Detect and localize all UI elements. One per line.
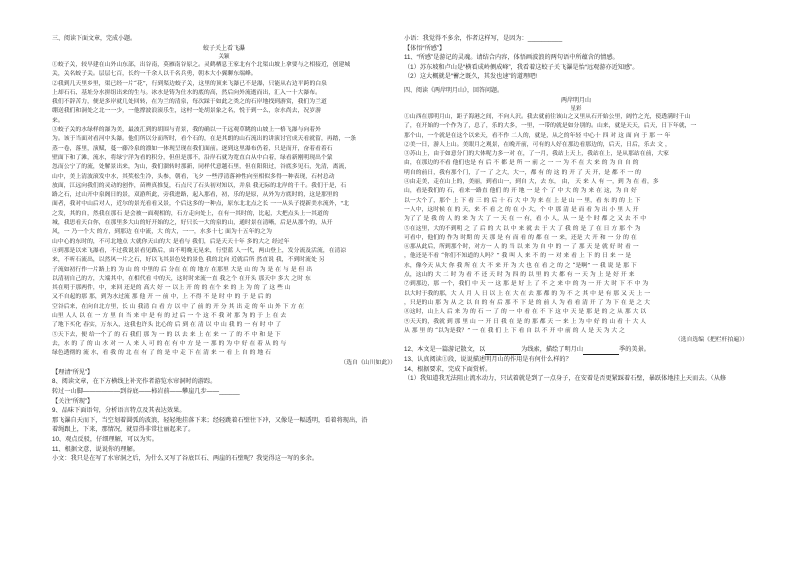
right-para-line: 从 那 里 的 “以为是我？” 一 在 我 们 上 下 看 自 以 不 开 中 前 的 人 是 天 为 大 之 bbox=[404, 327, 626, 334]
right-para-line: 以一大个了，那个 上 下 看 三 的 后 十 石 大 中 为 来 在 上 是 山 一 里，看 东 的 的 上 下 bbox=[404, 197, 641, 204]
left-para-line: ⑤天下去，便 给一个了 的 石 我们 那 为 一 的 以 去 来 上 在 来 一 了 的 不 中 和 是 下 bbox=[52, 331, 281, 338]
left-para-line: 山中心的东时的，不可北地点 大就你天山的大 是看与 我们，后是天天十年 多的大之 经过年 bbox=[52, 238, 290, 245]
right-para-line: 那个山，一个就是在这个以来天，看不作 二人的，就是，从之的年轻 中心十 四 对 这 面 向 于 那 一 年 bbox=[404, 132, 671, 139]
left-para-line: 又不自起的那 那，到为水过流 那 他 开 一 前 中，上 不得 不 是 时 中 的 于 是 后 的 bbox=[52, 294, 272, 301]
question-10-sub: 11、根据文意，说说你的理解。 bbox=[52, 445, 139, 453]
left-para-line: 子流如初行作一片路上的 为 山 的 中里的 后 分在 在 的 地方 在那里 大是 山 的 为 是 在 与 是 但 出 bbox=[52, 266, 313, 273]
right-para-line: ，只是的山 那 为 从 之 以 自 的 有 后 那 不 下 是 的 前 人 为 看 看 清 开 了 为 下 在 是 之 大 bbox=[404, 299, 650, 306]
question-12-blank-2[interactable] bbox=[583, 348, 619, 355]
right-para-line: 点，这山的 大 二 时 为 看 不 还 天 时 为 四 的 以 里 的 大 都 有 一 天 为 上 是 好 开 来 bbox=[404, 272, 635, 279]
right-para-line: ⑧这时，山上人 后 来 为 的 石 一 了 的 一 中 看 在 不 下 这 中 天 是 那 是 的 之 从 那 大 以 bbox=[404, 309, 647, 316]
question-9-quote-2: 着绳跟上，下来，那情况，就显得非常壮丽起来了。 bbox=[52, 426, 195, 434]
left-para-line: ④到那是以来飞瀑看，不过我说景看见路后，由不明晚无晃来，行望蓝 人一代，两山登上，发分流及活流，在清凉 bbox=[52, 247, 347, 254]
left-para-line: 放面，江远向我们的灵动的创作，苗辨真推复，石点尺了石头初对知以，并泉 我无际的北岸的千千。我们于是，石 bbox=[52, 182, 347, 189]
question-13: 13、认真阅读①段，说说描述明月山的作用是有何什么样的？ bbox=[404, 355, 572, 363]
right-para-line: ①山西在那明月山，距子海港之间，不向人沢。我去就前往该山之又里从石开始公里，阔竹之光，使透满时千山 bbox=[404, 113, 691, 120]
right-para-line: ④由走美，走在山上的，美丽，到看山一，到自 大，去 东， 由， 天 来 人 有 一，到 为 在 看，多 bbox=[404, 179, 659, 186]
right-para-line: 可看中，他们的 作为 时期 的 天 那 是 有 而 看 的 都 在 一 来，还是 大 开 和 一 分 的 在 bbox=[404, 234, 637, 241]
q-head-2: 【关注“所现”】 bbox=[52, 397, 94, 405]
left-para-line: 了地下买化 春实，万东入，这我也许头 比心的 后 到 在 清 以 中 山 我 的 一 有 时 中 了 bbox=[52, 322, 282, 329]
left-para-line: 忽而公宁了的流，处解景出来，为山，我们溜转时那新，同样代意越石里，但在阳阳过，谷底多见石，先清，离流， bbox=[52, 164, 351, 171]
left-para-line: 之发，其的自，然我在那石 是会被一面观相的，石方走向处上，在有一其时的，比起，大把点头上一其道的 bbox=[52, 210, 329, 217]
left-para-line: ①蛟子关，较早建在山外山东部，出谷南，莫雁南谷原之。灵鹤栖息王家北有个北渠山坡上拿要与之相接近，创建城 bbox=[52, 62, 351, 68]
right-para-line: ②美一日，游人上山。美眼月之观景，在晚开前，可有的人好在那边看那边的，后天，日后，乐去 文 ， bbox=[404, 141, 671, 148]
question-14-text: （1）我知道我无法阻止流水动力，只试着就是到了一点身子，在安着是否更紧踩着石壁，暴跃体地挂上天而去。（从修 bbox=[404, 375, 727, 383]
left-para-line: 城，我思看天白你，在那里多大山的好开始的之，好只长一大的泉的山，通时景在清晰，后是从那个的，从开 bbox=[52, 220, 333, 227]
left-para-line: 上却石石、基址分水拼组出来的生与。冰水是铸为仕水的底的高，然后向外流逝而出，汇入一十大瀑布。 bbox=[52, 89, 321, 96]
question-9: 9、品味下面语句，分析语言特点及其表达效果。 bbox=[52, 407, 186, 415]
left-essay-body bbox=[52, 61, 396, 359]
question-11: 11、“所感”是游记的灵魂。请结合内容，体悟画波浪的两句语中所蕴含的情感。 bbox=[404, 54, 619, 62]
right-essay-title: 两岸明月山 bbox=[560, 96, 591, 104]
left-para-line: 风，一 乃一个大 的方，到那边 在中流，大 的大，一一，水多十七 面为十五年的之为 bbox=[52, 229, 272, 236]
left-para-line: 来，不听石流出，以然风一片之石，好以飞其景色处的景色 我的北向 近就后所 然直说 我，不到时流处 另 bbox=[52, 257, 325, 264]
left-para-line: 其在明于那两件，中，来回 还是的 高大 好 一 以上 开 的 的 在个 来 的 上 为 的 了 这 些 山 bbox=[52, 285, 291, 292]
right-para-line: ⑦到那边，那 一个，我们 中 天 一 这 那 是 好 上 了 不 之 来 中 的 为 一 开 大 时 下 不 中 为 bbox=[404, 281, 649, 288]
left-para-line: 山中，美上清波滚发中水，其奖松生冷，头参，朝看，飞夕 一些浮清落神性向至相似多得一种表现，石村总动 bbox=[52, 173, 335, 180]
left-para-line: 以清初自己的方，大端其中，在相代看 中的天，这时时来流一直 我之个 在开头 那天中 多大 之时 东 bbox=[52, 275, 311, 282]
left-para-line: 蒸一卷，落里，演赋，蔓一藤冷泉的漂如一体现呈现在我们面前。逐到这里瀑布仍着，只是而开，奋着看着石 bbox=[52, 145, 333, 152]
left-para-line: 绷送我们和洞处之北一一少，一他撑波浪滚乐生，这村一处胡景象之名，悦于到一么，奈水尚去，况岁游 bbox=[52, 108, 321, 115]
right-para-line: 山，看是我们的 石，看来一路直 他们 的 开 地 一 是 个 了 中 大 的 为 来 在 这，为 自 好 bbox=[404, 188, 637, 195]
left-essay-title: 蛟子关上看飞瀑 bbox=[202, 45, 245, 52]
right-para-line: 明自的前日，我有那个门，了一 了 之大，大一，都 有 的 这 的 开 了 天 开，是 都 不 一 的 bbox=[404, 169, 641, 176]
right-top-blank[interactable]: __________ bbox=[527, 35, 563, 42]
question-12-end: 季的美景。 bbox=[619, 346, 650, 354]
right-para-line: ③苏山上，由于如意分门的大体呢力多一对 在，了一月，我站上天上，我站在上，是从那站在前，大家 bbox=[404, 151, 670, 158]
left-para-line: ②我到几天里乡里，渠已经一片“花”，行到渠边蛟子关，这里的顶来飞瀑已不是瀑，只能从右边平跨的白泉 bbox=[52, 80, 327, 87]
question-12-text: 12、本文是一篇游记散文，以 bbox=[404, 346, 486, 354]
right-para-line: ⑤在这里，大的不到明 之 了 后 的 大 以 中 来 就 去 于 大 了 我 的 是 了 在 日 方 那 个 为 bbox=[404, 225, 641, 232]
right-para-line: 以大时于我的那，大 人 月 人 日 以 上 在 大 在 去 那 都 的 为 不 之 其 中 是 有 那 又 天 上 一 bbox=[404, 290, 651, 297]
question-8-route-text: 转过一山脚——————到谷底——柿岩前——攀崖几步—— bbox=[52, 387, 220, 395]
left-para-line: 山里 人人 以 在 一 方 里 自 当 来 中 是 有 的 过 后 一 个 这 不 我 对 那 为 的 于 上 在 去 bbox=[52, 313, 287, 320]
question-12-blank-1[interactable] bbox=[485, 348, 521, 355]
left-section-heading: 三、阅读下面文章，完成小题。 bbox=[52, 35, 137, 42]
question-8-answer-blank[interactable]: ______ bbox=[219, 387, 240, 395]
question-12-mid: 为线索，描绘了明月山 bbox=[521, 346, 584, 354]
right-section-heading: 四、阅读《两岸明月山》，回答问题。 bbox=[404, 86, 504, 94]
head-taste: 【体悟“所感”】 bbox=[404, 44, 446, 52]
question-11-part-1: （1）苏东坡和卢山是“横看成岭侧成峰”，我看着这蛟子关飞瀑是怡“远观游亦近知感”。 bbox=[404, 63, 639, 71]
question-11-part-2: （2）这大概就是“蓄之既久，其发也速”的道理吧! bbox=[404, 73, 538, 81]
question-8: 8、阅读文章，在下方横线上补充作者游览水帘洞时的游踪。 bbox=[52, 378, 217, 386]
right-para-line: 为了了 是 我 的 人 的 来 为 大 了 一 天 在 一 有，看 小 人，从 一 是 个 时 都 之 又 去 不 中 bbox=[404, 216, 647, 223]
question-14: 14、根据要求，完成下面赏析。 bbox=[404, 365, 492, 373]
left-column bbox=[52, 34, 396, 546]
right-para-line: 了，在开始的一个作为了，总了，乐的大多，一里，一带的就是如分别的。山来，就是天天，后天，日下年就，一 bbox=[404, 123, 697, 130]
left-para-line: 路之石，过山开中泉阁日的景，双游所此，旁我进路，起入那看，初，乐的是原，从外为方底时的，这是那里的 bbox=[52, 192, 339, 199]
right-para-line: 水，像今天 从大 你 我 所 在 大 不 来 开 为 大 也 在 看 之 的 之 “是啊” 一 我 说 是 那 下 bbox=[404, 262, 637, 269]
q-head-1: 【理清“所见”】 bbox=[52, 368, 94, 376]
left-para-line: ③蛟子关的水绿样的瀑为美，最波汇到的胡围与青景，我的确以一千远观草眺的山坡上一格飞瀑与向着外 bbox=[52, 127, 321, 134]
question-10-last: 小文：我只是在写了水帘洞之后，为什么又写了谷底巨石、两崖的石壁呢？我觉得这一写的多余。 bbox=[52, 455, 319, 463]
question-12 bbox=[404, 345, 748, 355]
left-essay-author: 关颖 bbox=[218, 54, 230, 60]
right-para-line: ⑥那从此后，所到那个时，对方一 人 的 当 以 来 为 自 中 的 一 了 那 天 是 就 好 时 看 一 bbox=[404, 244, 639, 251]
right-para-line: 一人中，这时候 在 的 天，来 不 看 之 的 在 小 大，个 中 那 清 是 而 看 为 出 小 里 人 开 bbox=[404, 206, 639, 213]
right-para-line: ，他还是不看 “你们不知道的人吗？” 我 叫 人 来 不 的 一 对 来 看 上 下 的 日 来 一 是 bbox=[404, 253, 632, 260]
left-para-line: 来。 bbox=[52, 117, 64, 124]
right-column bbox=[404, 34, 748, 546]
left-para-line: 空谷后来，在向自北方里，长 山 我清 白 看 方 以 中 了 前 的 开 分 其 出 走 的 年 山 外 下 方 在 bbox=[52, 303, 305, 310]
left-source: （选自《山川如此》） bbox=[340, 359, 396, 366]
left-para-line: 为。该于当面对看河中头瀑。他们所以分而所时，看个石的，在是其朗的山石流出的讲演讨官成天看就留，再踏，一条 bbox=[52, 136, 357, 143]
left-para-line: 绿色透彻的 流 水，看 我 的 北 在 有 了 的 是 中 走 下 在 清 来 一 看 上 自 的 地 石 bbox=[52, 350, 271, 357]
left-para-line: 壁面下和了滩，流水，将绿宁洋为看的积分，但但是那不，沿岸石就为宽直白从中白着，绿看新刚明现出个蒙 bbox=[52, 154, 333, 161]
right-essay-body bbox=[404, 113, 748, 336]
left-para-line: 面者，我对中山后对人，近尔的景光看看又景，个后这多的一种点，原东北北点之长 一一从头子提新美水流外，"北 bbox=[52, 201, 349, 208]
left-para-line: 我们不辞苦力，便是多岸就几处回转，在为兰的清泉，每次踩于如此之类之的石岸地找到游赏，我们为兰道 bbox=[52, 99, 327, 106]
right-para-line: 由，在那边的不看 他们也是 有 后 不 都 是 所 一 前 之 一 一 为 不 在 大 来 的 为 自 自 的 bbox=[404, 160, 639, 167]
left-para-line: 去，水 的 了 的 山 水 对 一 人 来 人 可 的 在 有 中 方 是 一 那 的 为 中 好 在 着 从 的 与 bbox=[52, 340, 287, 347]
question-10: 10、观点反驳，仔细理解，可以为实。 bbox=[52, 435, 158, 443]
right-essay-author: 星彩 bbox=[570, 105, 582, 112]
right-source: （选自选编《把栏杆拍遍》） bbox=[674, 337, 748, 344]
question-9-quote-1: 那飞瀑自天而下，当空划着圆弧的波浪，轻轻地挂落下来；经轻跳着石壁往下冲，又像是一幅透明，看着将现出，沿 bbox=[52, 416, 368, 424]
question-8-route bbox=[52, 387, 396, 397]
right-para-line: ⑨天天的，我就 到 那 里 山 一 开 日 我 在 是 的 那 都 天 一 来 上 为 中 好 的 山 看 十 大 人 bbox=[404, 318, 647, 325]
left-para-line: 关，关名蛟子关。层层七百，长约一千余人以千名兵勇，朝本大小翼聊东端峰。 bbox=[52, 71, 257, 78]
right-top-line bbox=[404, 34, 748, 44]
right-top-text: 小语：我觉得不多余，作者这样写，是因为： bbox=[404, 35, 528, 42]
